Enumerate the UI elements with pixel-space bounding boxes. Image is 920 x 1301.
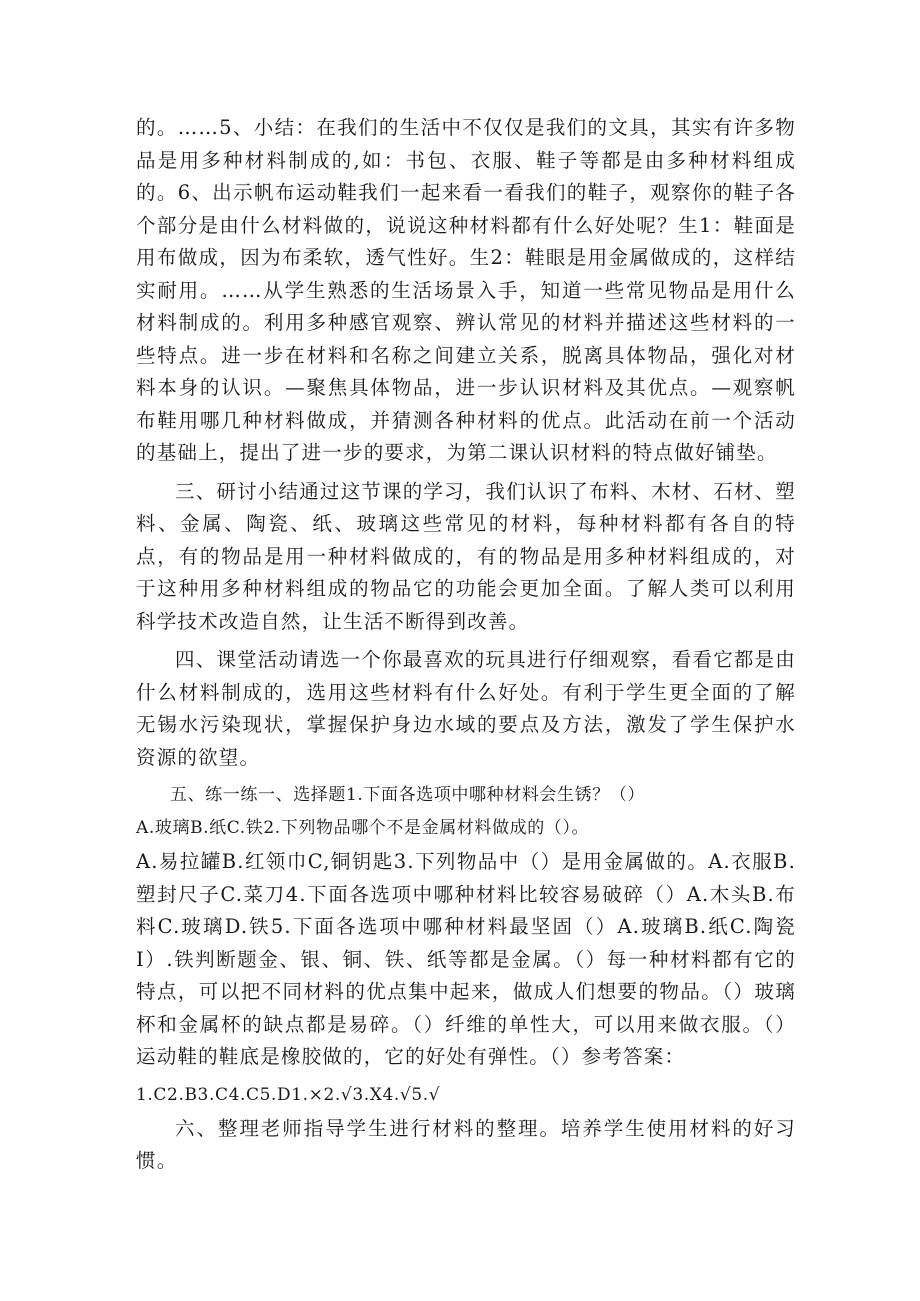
paragraph-questions-and-judgments: A.易拉罐B.红领巾C,铜钥匙3.下列物品中（）是用金属做的。A.衣服B.塑封尺子C.菜刀4.下面各选项中哪种材料比较容易破碎（）A.木头B.布料C.玻璃D.铁5.下面各选项中哪种材料最坚固（）A.玻璃B.纸C.陶瓷I）.铁判断题金、银、铜、铁、纸等都是金属。（）每一种材料都有它的特点，可以把不同材料的优点集中起来，做成人们想要的物品。（）玻璃杯和金属杯的缺点都是易碎。（）纤维的单性大，可以用来做衣服。（）运动鞋的鞋底是橡胶做的，它的好处有弹性。（）参考答案： xyxy=(136,850,796,1068)
paragraph-class-activity: 四、课堂活动请选一个你最喜欢的玩具进行仔细观察，看看它都是由什么材料制成的，选用这些材料有什么好处。有利于学生更全面的了解无锡水污染现状，掌握保护身边水域的要点及方法，激发了学生保护水资源的欲望。 xyxy=(136,648,797,769)
paragraph-lesson-summary: 的。……5、小结：在我们的生活中不仅仅是我们的文具，其实有许多物品是用多种材料制成的,如：书包、衣服、鞋子等都是由多种材料组成的。6、出示帆布运动鞋我们一起来看一看我们的鞋子，观察你的鞋子各个部分是由什么材料做的，说说这种材料都有什么好处呢？生1：鞋面是用布做成，因为布柔软，透气性好。生2：鞋眼是用金属做成的，这样结实耐用。……从学生熟悉的生活场景入手，知道一些常见物品是用什么材料制成的。利用多种感官观察、辨认常见的材料并描述这些材料的一些特点。进一步在材料和名称之间建立关系，脱离具体物品，强化对材料本身的认识。—聚焦具体物品，进一步认识材料及其优点。—观察帆布鞋用哪几种材料做成，并猜测各种材料的优点。此活动在前一个活动的基础上，提出了进一步的要求，为第二课认识材料的特点做好铺垫。 xyxy=(136,116,796,464)
paragraph-question-1-options: A.玻璃B.纸C.铁2.下列物品哪个不是金属材料做成的（）。 xyxy=(136,818,590,838)
paragraph-answer-key: 1.C2.B3.C4.C5.D1.×2.√3.X4.√5.√ xyxy=(136,1084,441,1105)
document-page xyxy=(136,112,796,1184)
paragraph-practice-heading: 五、练一练一、选择题1.下面各选项中哪种材料会生锈？（） xyxy=(170,785,646,805)
paragraph-discussion-summary: 三、研讨小结通过这节课的学习，我们认识了布料、木材、石材、塑料、金属、陶瓷、纸、玻璃这些常见的材料，每种材料都有各自的特点，有的物品是用一种材料做成的，有的物品是用多种材料组成的，对于这种用多种材料组成的物品它的功能会更加全面。了解人类可以利用科学技术改造自然，让生活不断得到改善。 xyxy=(136,479,797,633)
paragraph-organize: 六、整理老师指导学生进行材料的整理。培养学生使用材料的好习惯。 xyxy=(136,1116,796,1172)
